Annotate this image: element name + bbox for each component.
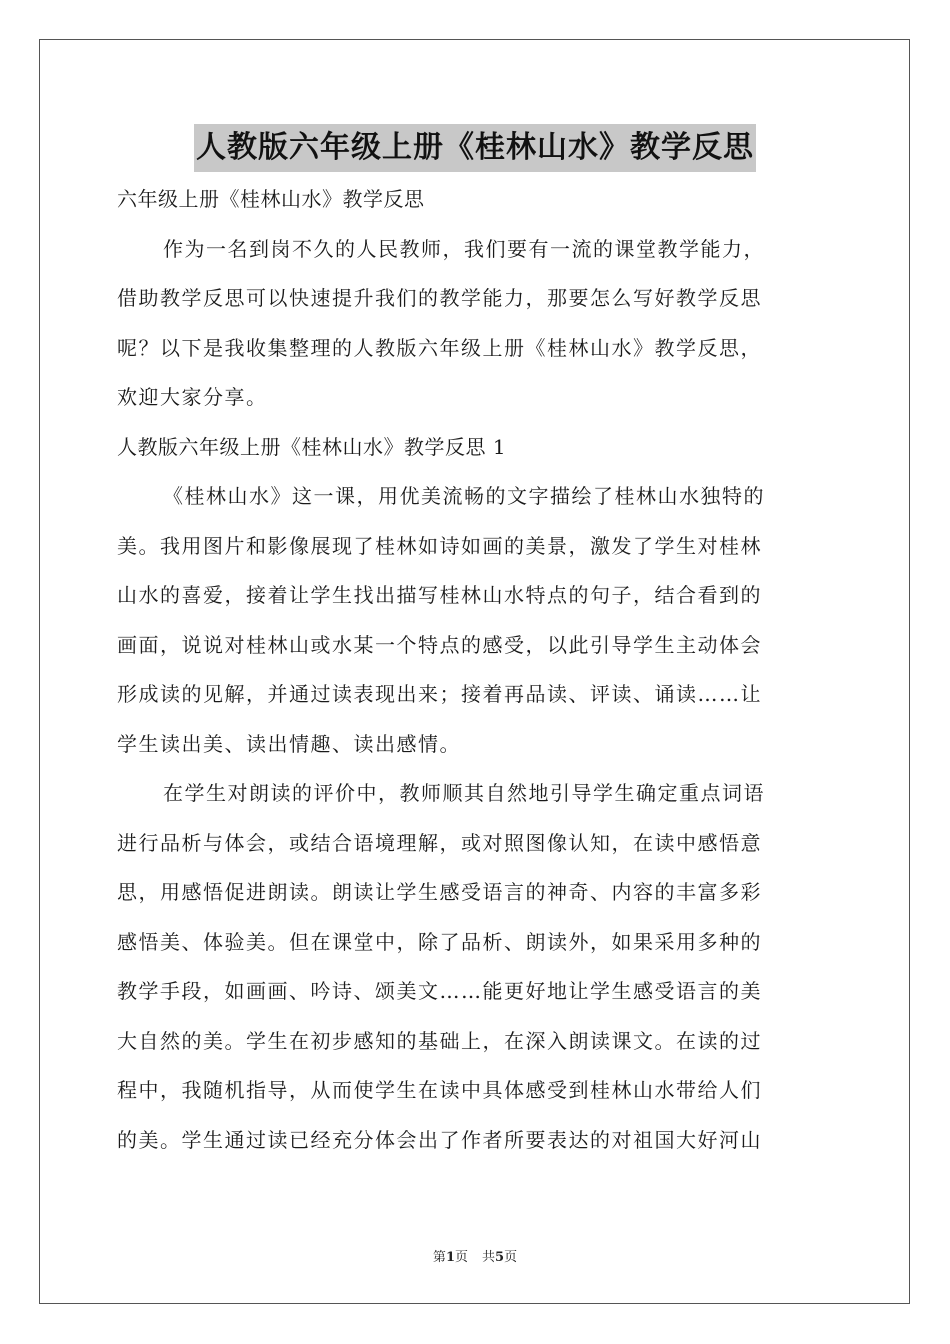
footer-total-prefix: 共 [482,1250,496,1265]
document-title: 人教版六年级上册《桂林山水》教学反思 [194,124,756,172]
text-line: 进行品析与体会，或结合语境理解，或对照图像认知，在读中感悟意 [117,830,762,855]
text-line: 在学生对朗读的评价中，教师顺其自然地引导学生确定重点词语 [163,781,765,805]
text-line: 程中，我随机指导，从而使学生在读中具体感受到桂林山水带给人们 [117,1078,762,1102]
text-line: 画面，说说对桂林山或水某一个特点的感受，以此引导学生主动体会 [117,632,762,657]
footer-page-prefix: 第 [432,1250,446,1265]
text-line: 欢迎大家分享。 [117,385,268,409]
text-line: 美。我用图片和影像展现了桂林如诗如画的美景，激发了学生对桂林 [117,533,762,558]
footer-page-current: 1 [445,1250,455,1265]
text-line: 形成读的见解，并通过读表现出来；接着再品读、评读、诵读……让 [117,682,762,706]
footer-page-suffix: 页 [454,1250,468,1265]
text-line: 的美。学生通过读已经充分体会出了作者所要表达的对祖国大好河山 [117,1127,762,1152]
section-heading-line: 人教版六年级上册《桂林山水》教学反思 1 [117,434,507,459]
text-line: 《桂林山水》这一课，用优美流畅的文字描绘了桂林山水独特的 [163,484,765,508]
text-line: 教学手段，如画画、吟诗、颂美文……能更好地让学生感受语言的美 [117,979,762,1003]
text-line: 大自然的美。学生在初步感知的基础上，在深入朗读课文。在读的过 [117,1028,762,1053]
text-line: 山水的喜爱，接着让学生找出描写桂林山水特点的句子，结合看到的 [117,583,762,607]
text-line: 借助教学反思可以快速提升我们的教学能力，那要怎么写好教学反思 [117,286,762,310]
text-line: 呢？以下是我收集整理的人教版六年级上册《桂林山水》教学反思， [117,335,762,360]
footer-total-suffix: 页 [504,1250,518,1265]
document-body [117,175,833,1165]
page-footer [0,1246,950,1265]
footer-page-total: 5 [495,1250,505,1265]
text-line: 感悟美、体验美。但在课堂中，除了品析、朗读外，如果采用多种的 [117,929,762,954]
section-heading-line: 六年级上册《桂林山水》教学反思 [117,187,425,211]
text-line: 学生读出美、读出情趣、读出感情。 [117,731,461,756]
text-line: 思，用感悟促进朗读。朗读让学生感受语言的神奇、内容的丰富多彩 [117,880,762,904]
text-line: 作为一名到岗不久的人民教师，我们要有一流的课堂教学能力， [163,236,765,261]
title-wrap [0,124,950,172]
